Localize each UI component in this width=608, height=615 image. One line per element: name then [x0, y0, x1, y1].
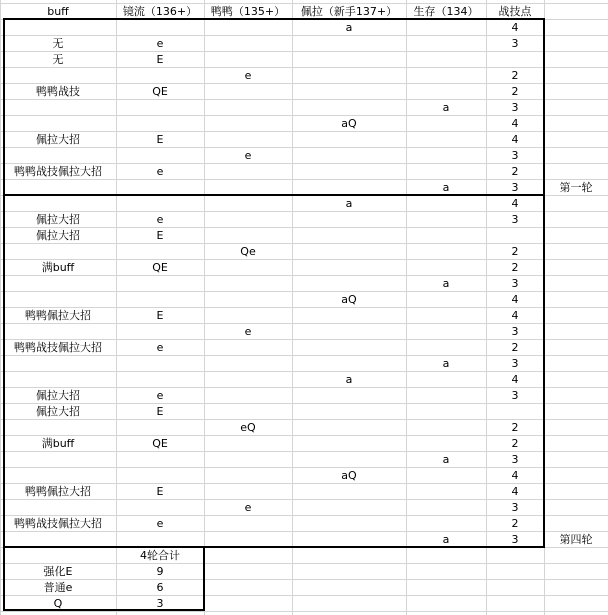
table-cell[interactable]: 3 [511, 500, 519, 514]
table-cell[interactable] [204, 371, 292, 387]
table-cell[interactable]: 鸭鸭战技佩拉大招 [14, 164, 102, 178]
table-cell[interactable] [406, 211, 486, 227]
header-survival[interactable]: 生存（134） [413, 4, 479, 18]
table-cell[interactable]: 4 [511, 196, 519, 210]
table-cell[interactable]: 佩拉大招 [36, 228, 80, 242]
table-cell[interactable]: E [156, 484, 164, 498]
table-cell[interactable] [0, 355, 116, 371]
table-cell[interactable] [0, 323, 116, 339]
table-cell[interactable] [406, 387, 486, 403]
header-pela[interactable]: 佩拉（新手137+） [300, 4, 398, 18]
table-cell[interactable] [204, 19, 292, 35]
summary-label[interactable]: 普通e [43, 580, 73, 594]
table-cell[interactable]: 佩拉大招 [36, 404, 80, 418]
table-cell[interactable]: 2 [511, 244, 519, 258]
table-cell[interactable]: 鸭鸭战技佩拉大招 [14, 340, 102, 354]
table-cell[interactable]: 鸭鸭战技 [36, 84, 80, 98]
table-cell[interactable] [116, 291, 204, 307]
table-cell[interactable] [406, 467, 486, 483]
table-cell[interactable]: 佩拉大招 [36, 132, 80, 146]
table-cell[interactable] [116, 67, 204, 83]
table-cell[interactable] [204, 259, 292, 275]
table-cell[interactable] [0, 243, 116, 259]
table-cell[interactable] [0, 531, 116, 547]
table-cell[interactable] [0, 451, 116, 467]
table-cell[interactable] [204, 83, 292, 99]
table-cell[interactable] [292, 211, 406, 227]
round-label[interactable]: 第一轮 [559, 180, 593, 194]
table-cell[interactable]: a [442, 532, 450, 546]
table-cell[interactable] [292, 307, 406, 323]
summary-border-left [3, 546, 5, 611]
table-cell[interactable] [292, 83, 406, 99]
table-cell[interactable]: 2 [511, 436, 519, 450]
table-cell[interactable] [292, 259, 406, 275]
table-cell[interactable] [116, 451, 204, 467]
table-cell[interactable] [406, 291, 486, 307]
table-cell[interactable] [292, 435, 406, 451]
table-cell[interactable] [116, 147, 204, 163]
table-cell[interactable] [116, 99, 204, 115]
summary-label[interactable]: 强化E [43, 564, 73, 578]
table-cell[interactable]: e [156, 516, 164, 530]
table-cell[interactable]: 2 [511, 420, 519, 434]
table-cell[interactable]: 4 [511, 308, 519, 322]
table-cell[interactable] [406, 339, 486, 355]
table-cell[interactable] [204, 51, 292, 67]
table-cell[interactable] [116, 179, 204, 195]
table-cell[interactable] [204, 467, 292, 483]
table-cell[interactable] [406, 83, 486, 99]
table-cell[interactable] [0, 19, 116, 35]
border-right [543, 18, 545, 548]
table-cell[interactable] [292, 451, 406, 467]
table-cell[interactable]: 3 [511, 100, 519, 114]
table-cell[interactable] [204, 163, 292, 179]
table-cell[interactable] [406, 435, 486, 451]
table-cell[interactable] [204, 179, 292, 195]
table-cell[interactable]: 4 [511, 484, 519, 498]
table-cell[interactable] [116, 531, 204, 547]
table-cell[interactable] [204, 451, 292, 467]
table-cell[interactable] [406, 515, 486, 531]
grid-line-horizontal [0, 611, 608, 612]
table-cell[interactable]: E [156, 228, 164, 242]
table-cell[interactable]: 4 [511, 372, 519, 386]
table-cell[interactable] [204, 307, 292, 323]
table-cell[interactable] [0, 291, 116, 307]
table-cell[interactable] [406, 419, 486, 435]
table-cell[interactable]: e [156, 36, 164, 50]
table-cell[interactable] [406, 67, 486, 83]
table-cell[interactable] [292, 227, 406, 243]
table-cell[interactable] [406, 307, 486, 323]
table-cell[interactable]: a [442, 100, 450, 114]
table-cell[interactable] [406, 35, 486, 51]
table-cell[interactable] [292, 515, 406, 531]
summary-title[interactable]: 4轮合计 [140, 548, 180, 562]
table-cell[interactable] [116, 419, 204, 435]
table-cell[interactable]: a [345, 20, 353, 34]
table-cell[interactable]: a [345, 196, 353, 210]
summary-border-top [3, 546, 204, 548]
table-cell[interactable] [116, 243, 204, 259]
table-cell[interactable]: E [156, 52, 164, 66]
table-cell[interactable] [0, 179, 116, 195]
table-cell[interactable] [116, 323, 204, 339]
table-cell[interactable] [0, 371, 116, 387]
table-cell[interactable]: 满buff [41, 260, 75, 274]
table-cell[interactable] [116, 467, 204, 483]
table-cell[interactable] [292, 483, 406, 499]
table-cell[interactable] [292, 275, 406, 291]
table-cell[interactable] [204, 227, 292, 243]
table-cell[interactable]: E [156, 404, 164, 418]
table-cell[interactable]: a [442, 180, 450, 194]
table-cell[interactable] [292, 499, 406, 515]
table-cell[interactable]: 佩拉大招 [36, 212, 80, 226]
table-cell[interactable] [204, 35, 292, 51]
table-cell[interactable]: e [244, 68, 252, 82]
table-cell[interactable] [204, 291, 292, 307]
table-cell[interactable]: 鸭鸭佩拉大招 [25, 484, 91, 498]
table-cell[interactable]: e [244, 324, 252, 338]
table-cell[interactable] [292, 419, 406, 435]
table-cell[interactable]: 3 [511, 452, 519, 466]
table-cell[interactable]: 鸭鸭战技佩拉大招 [14, 516, 102, 530]
table-cell[interactable] [406, 147, 486, 163]
table-cell[interactable] [204, 99, 292, 115]
table-cell[interactable]: QE [152, 84, 168, 98]
table-cell[interactable] [204, 115, 292, 131]
table-cell[interactable]: 3 [511, 356, 519, 370]
summary-value[interactable]: 9 [156, 564, 164, 578]
header-skill-points[interactable]: 战技点 [498, 4, 532, 18]
table-cell[interactable]: 4 [511, 468, 519, 482]
table-cell[interactable]: 2 [511, 68, 519, 82]
table-cell[interactable] [406, 499, 486, 515]
table-cell[interactable]: QE [152, 436, 168, 450]
table-cell[interactable] [204, 211, 292, 227]
table-cell[interactable]: 4 [511, 116, 519, 130]
table-cell[interactable]: 4 [511, 132, 519, 146]
table-cell[interactable] [0, 147, 116, 163]
table-cell[interactable] [406, 259, 486, 275]
table-cell[interactable] [0, 467, 116, 483]
table-cell[interactable] [292, 403, 406, 419]
table-cell[interactable]: eQ [240, 420, 256, 434]
table-cell[interactable]: 3 [511, 212, 519, 226]
round-separator [3, 194, 544, 196]
table-cell[interactable] [292, 243, 406, 259]
table-cell[interactable]: 佩拉大招 [36, 388, 80, 402]
table-cell[interactable]: 4 [511, 292, 519, 306]
header-yaya[interactable]: 鸭鸭（135+） [210, 4, 286, 18]
table-cell[interactable]: e [244, 148, 252, 162]
border-left [3, 18, 5, 548]
table-cell[interactable]: a [442, 276, 450, 290]
table-cell[interactable] [204, 275, 292, 291]
table-cell[interactable]: 4 [511, 20, 519, 34]
table-cell[interactable] [292, 355, 406, 371]
table-cell[interactable] [116, 195, 204, 211]
table-cell[interactable] [406, 483, 486, 499]
table-cell[interactable]: aQ [341, 116, 357, 130]
table-cell[interactable]: E [156, 132, 164, 146]
table-cell[interactable]: 无 [52, 36, 64, 50]
summary-value[interactable]: 6 [156, 580, 164, 594]
table-cell[interactable] [0, 419, 116, 435]
table-cell[interactable] [406, 227, 486, 243]
table-cell[interactable] [406, 195, 486, 211]
summary-value[interactable]: 3 [156, 596, 164, 610]
table-cell[interactable]: 3 [511, 388, 519, 402]
table-cell[interactable]: aQ [341, 468, 357, 482]
table-cell[interactable] [406, 115, 486, 131]
table-cell[interactable] [292, 67, 406, 83]
table-cell[interactable] [204, 131, 292, 147]
table-cell[interactable] [292, 131, 406, 147]
table-cell[interactable] [292, 35, 406, 51]
table-cell[interactable] [204, 483, 292, 499]
table-cell[interactable]: 3 [511, 180, 519, 194]
table-cell[interactable]: 2 [511, 164, 519, 178]
table-cell[interactable] [204, 339, 292, 355]
table-cell[interactable]: e [156, 212, 164, 226]
table-cell[interactable]: aQ [341, 292, 357, 306]
table-cell[interactable]: e [156, 340, 164, 354]
table-cell[interactable] [406, 323, 486, 339]
table-cell[interactable]: 2 [511, 84, 519, 98]
table-cell[interactable] [116, 355, 204, 371]
table-cell[interactable] [0, 67, 116, 83]
table-cell[interactable] [406, 51, 486, 67]
table-cell[interactable] [204, 515, 292, 531]
table-cell[interactable] [204, 403, 292, 419]
table-cell[interactable] [204, 435, 292, 451]
table-cell[interactable] [0, 99, 116, 115]
summary-border-right [203, 546, 205, 611]
table-cell[interactable]: a [345, 372, 353, 386]
table-cell[interactable] [0, 499, 116, 515]
table-cell[interactable] [406, 163, 486, 179]
table-cell[interactable] [486, 403, 544, 419]
table-cell[interactable] [116, 19, 204, 35]
table-cell[interactable] [292, 99, 406, 115]
table-cell[interactable]: 2 [511, 340, 519, 354]
table-cell[interactable]: E [156, 308, 164, 322]
table-cell[interactable] [292, 387, 406, 403]
border-top [3, 18, 544, 20]
table-cell[interactable]: 鸭鸭佩拉大招 [25, 308, 91, 322]
table-cell[interactable] [406, 19, 486, 35]
table-cell[interactable] [116, 371, 204, 387]
table-cell[interactable]: e [156, 164, 164, 178]
table-cell[interactable] [204, 531, 292, 547]
table-cell[interactable]: a [442, 356, 450, 370]
table-cell[interactable] [204, 387, 292, 403]
table-cell[interactable]: e [156, 388, 164, 402]
table-cell[interactable] [116, 499, 204, 515]
table-cell[interactable] [292, 163, 406, 179]
table-cell[interactable] [0, 195, 116, 211]
table-cell[interactable]: 无 [52, 52, 64, 66]
header-buff[interactable]: buff [47, 4, 69, 18]
table-cell[interactable]: 3 [511, 276, 519, 290]
table-cell[interactable] [486, 51, 544, 67]
table-cell[interactable] [292, 147, 406, 163]
summary-border-bottom [3, 609, 204, 611]
header-jingliu[interactable]: 镜流（136+） [122, 4, 198, 18]
summary-label[interactable]: Q [53, 596, 63, 610]
table-cell[interactable] [116, 115, 204, 131]
table-cell[interactable] [0, 275, 116, 291]
table-cell[interactable]: 满buff [41, 436, 75, 450]
table-cell[interactable]: 3 [511, 324, 519, 338]
table-cell[interactable]: 3 [511, 36, 519, 50]
table-cell[interactable] [292, 339, 406, 355]
table-cell[interactable]: Qe [240, 244, 256, 258]
table-cell[interactable] [116, 275, 204, 291]
table-cell[interactable]: QE [152, 260, 168, 274]
table-cell[interactable] [292, 179, 406, 195]
round-label[interactable]: 第四轮 [559, 532, 593, 546]
table-cell[interactable] [406, 403, 486, 419]
table-cell[interactable]: 2 [511, 516, 519, 530]
table-cell[interactable] [406, 131, 486, 147]
table-cell[interactable] [406, 243, 486, 259]
table-cell[interactable]: 2 [511, 260, 519, 274]
table-cell[interactable]: a [442, 452, 450, 466]
table-cell[interactable] [292, 51, 406, 67]
table-cell[interactable] [406, 371, 486, 387]
table-cell[interactable] [292, 531, 406, 547]
table-cell[interactable] [486, 227, 544, 243]
table-cell[interactable]: 3 [511, 148, 519, 162]
table-cell[interactable] [204, 355, 292, 371]
table-cell[interactable] [292, 323, 406, 339]
table-cell[interactable]: e [244, 500, 252, 514]
table-cell[interactable] [0, 115, 116, 131]
table-cell[interactable]: 3 [511, 532, 519, 546]
table-cell[interactable] [204, 195, 292, 211]
